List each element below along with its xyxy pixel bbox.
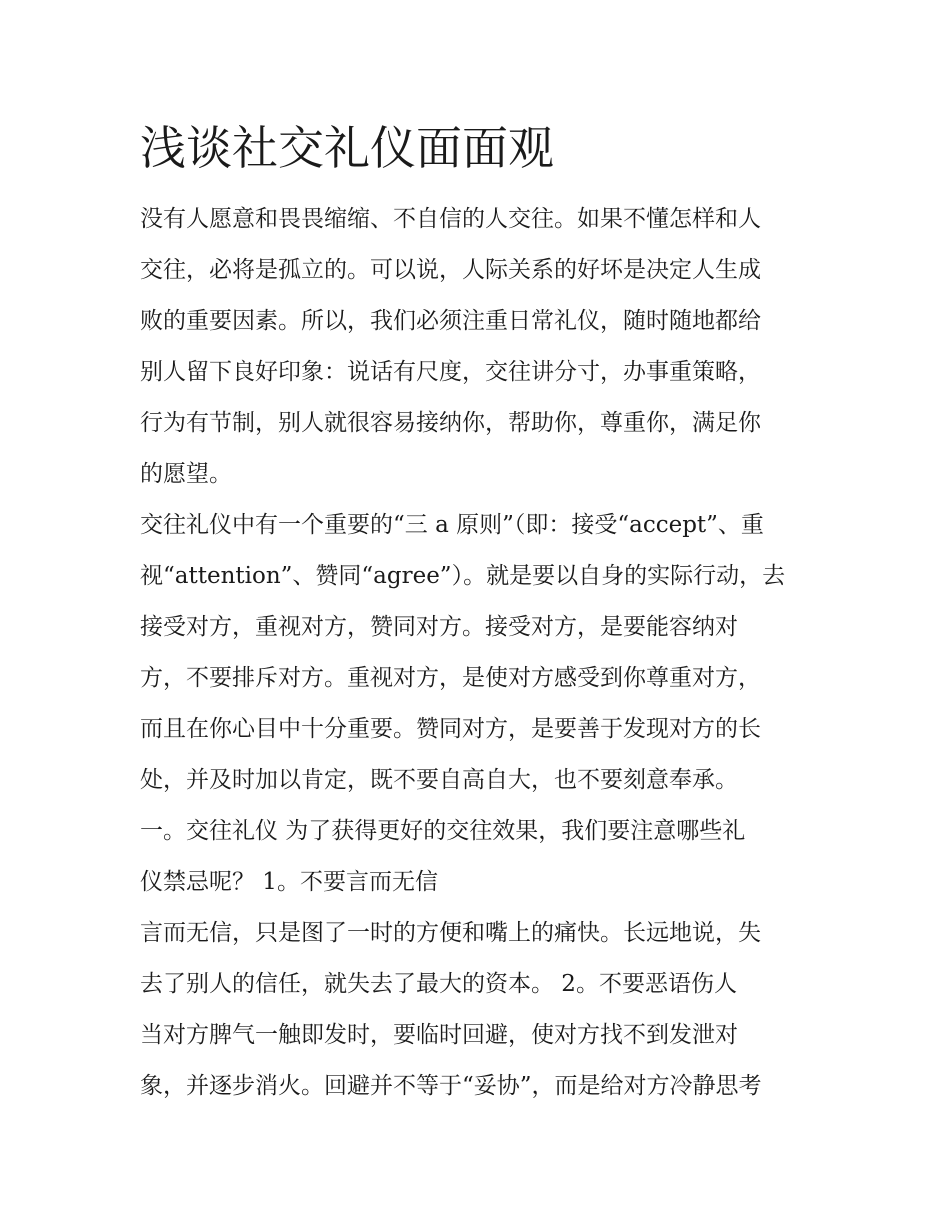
text-line: 象，并逐步消火。回避并不等于“妥协”，而是给对方冷静思考: [140, 1073, 762, 1099]
text-line: 败的重要因素。所以，我们必须注重日常礼仪，随时随地都给: [140, 308, 761, 334]
text-line: 一。交往礼仪 为了获得更好的交往效果，我们要注意哪些礼: [140, 818, 746, 844]
text-line: 的愿望。: [140, 461, 232, 487]
text-line: 当对方脾气一触即发时，要临时回避，使对方找不到发泄对: [140, 1022, 738, 1048]
text-line: 别人留下良好印象：说话有尺度，交往讲分寸，办事重策略，: [140, 359, 761, 385]
text-line: 而且在你心目中十分重要。赞同对方，是要善于发现对方的长: [140, 716, 761, 742]
text-line: 仪禁忌呢？ 1。不要言而无信: [140, 869, 438, 895]
text-line: 交往礼仪中有一个重要的“三 a 原则”（即：接受“accept”、重: [140, 512, 764, 538]
text-line: 没有人愿意和畏畏缩缩、不自信的人交往。如果不懂怎样和人: [140, 206, 761, 232]
text-line: 视“attention”、赞同“agree”）。就是要以自身的实际行动，去: [140, 563, 786, 589]
text-line: 去了别人的信任，就失去了最大的资本。 2。不要恶语伤人: [140, 971, 737, 997]
text-line: 交往，必将是孤立的。可以说，人际关系的好坏是决定人生成: [140, 257, 761, 283]
text-line: 行为有节制，别人就很容易接纳你，帮助你，尊重你，满足你: [140, 410, 761, 436]
text-line: 处，并及时加以肯定，既不要自高自大，也不要刻意奉承。: [140, 767, 738, 793]
text-line: 接受对方，重视对方，赞同对方。接受对方，是要能容纳对: [140, 614, 738, 640]
text-line: 方，不要排斥对方。重视对方，是使对方感受到你尊重对方，: [140, 665, 761, 691]
text-line: 言而无信，只是图了一时的方便和嘴上的痛快。长远地说，失: [140, 920, 761, 946]
page-title: 浅谈社交礼仪面面观: [140, 121, 554, 175]
